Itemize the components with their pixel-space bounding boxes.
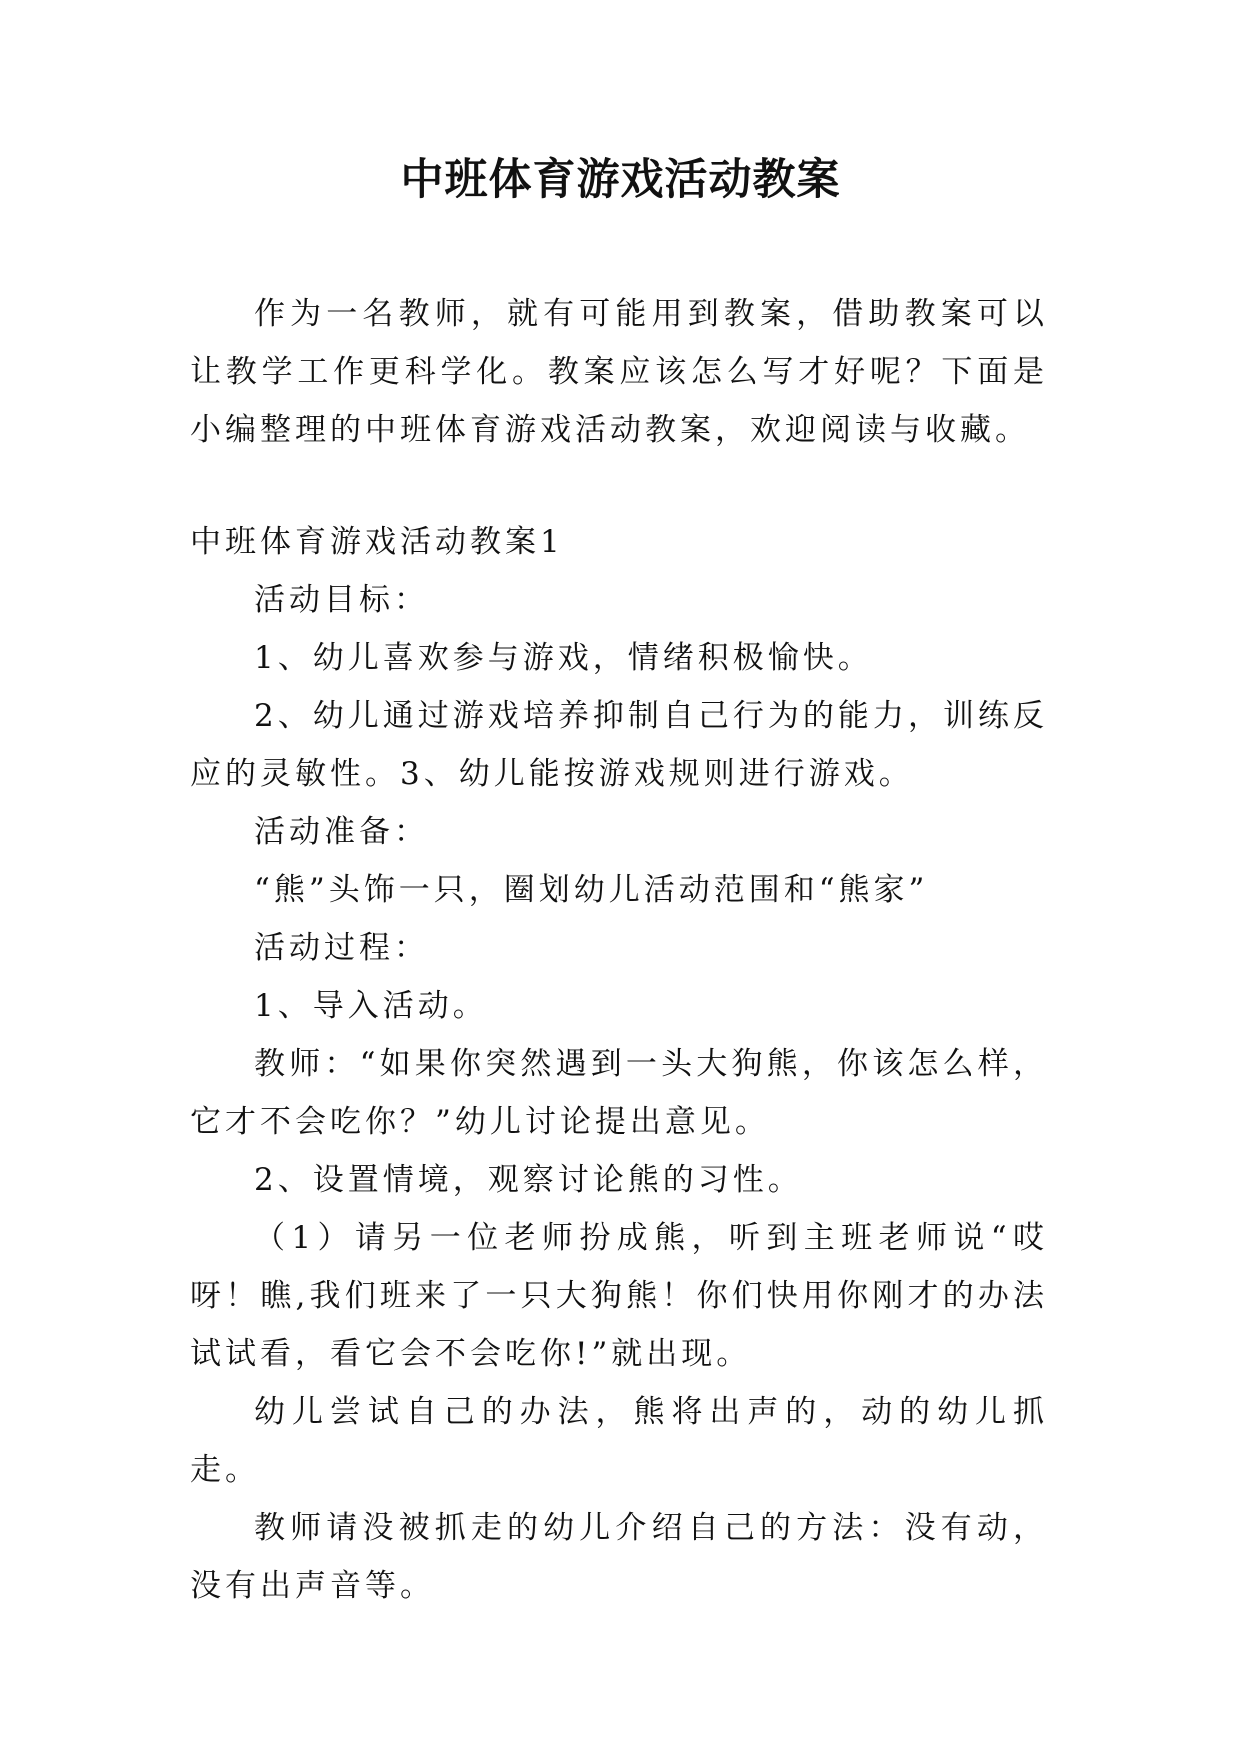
paragraph-preparation-items: “熊”头饰一只，圈划幼儿活动范围和“熊家” — [254, 872, 929, 908]
document-body — [190, 285, 1048, 1615]
paragraph-children-try: 幼儿尝试自己的办法，熊将出声的，动的幼儿抓走。 — [190, 1394, 1048, 1488]
paragraph-activity-preparation: 活动准备： — [254, 814, 429, 850]
intro-paragraph: 作为一名教师，就有可能用到教案，借助教案可以让教学工作更科学化。教案应该怎么写才好呢？下面是小编整理的中班体育游戏活动教案，欢迎阅读与收藏。 — [190, 296, 1048, 448]
paragraph-step-2: 2、设置情境，观察讨论熊的习性。 — [254, 1162, 803, 1198]
paragraph-spacer — [190, 459, 1048, 513]
paragraph-goal-2-3: 2、幼儿通过游戏培养抑制自己行为的能力，训练反应的灵敏性。3、幼儿能按游戏规则进行游戏。 — [190, 698, 1048, 792]
paragraph-teacher-ask: 教师请没被抓走的幼儿介绍自己的方法：没有动，没有出声音等。 — [190, 1510, 1048, 1604]
section-heading: 中班体育游戏活动教案1 — [190, 524, 564, 560]
paragraph-step-2-1: （1）请另一位老师扮成熊，听到主班老师说“哎呀！瞧,我们班来了一只大狗熊！你们快用你刚才的办法试试看，看它会不会吃你!”就出现。 — [190, 1220, 1048, 1372]
paragraph-goal-1: 1、幼儿喜欢参与游戏，情绪积极愉快。 — [254, 640, 873, 676]
paragraph-activity-process: 活动过程： — [254, 930, 429, 966]
paragraph-activity-goals: 活动目标： — [254, 582, 429, 618]
paragraph-step-1: 1、导入活动。 — [254, 988, 488, 1024]
paragraph-teacher-question: 教师：“如果你突然遇到一头大狗熊，你该怎么样，它才不会吃你？”幼儿讨论提出意见。 — [190, 1046, 1048, 1140]
document-title: 中班体育游戏活动教案 — [400, 155, 841, 205]
